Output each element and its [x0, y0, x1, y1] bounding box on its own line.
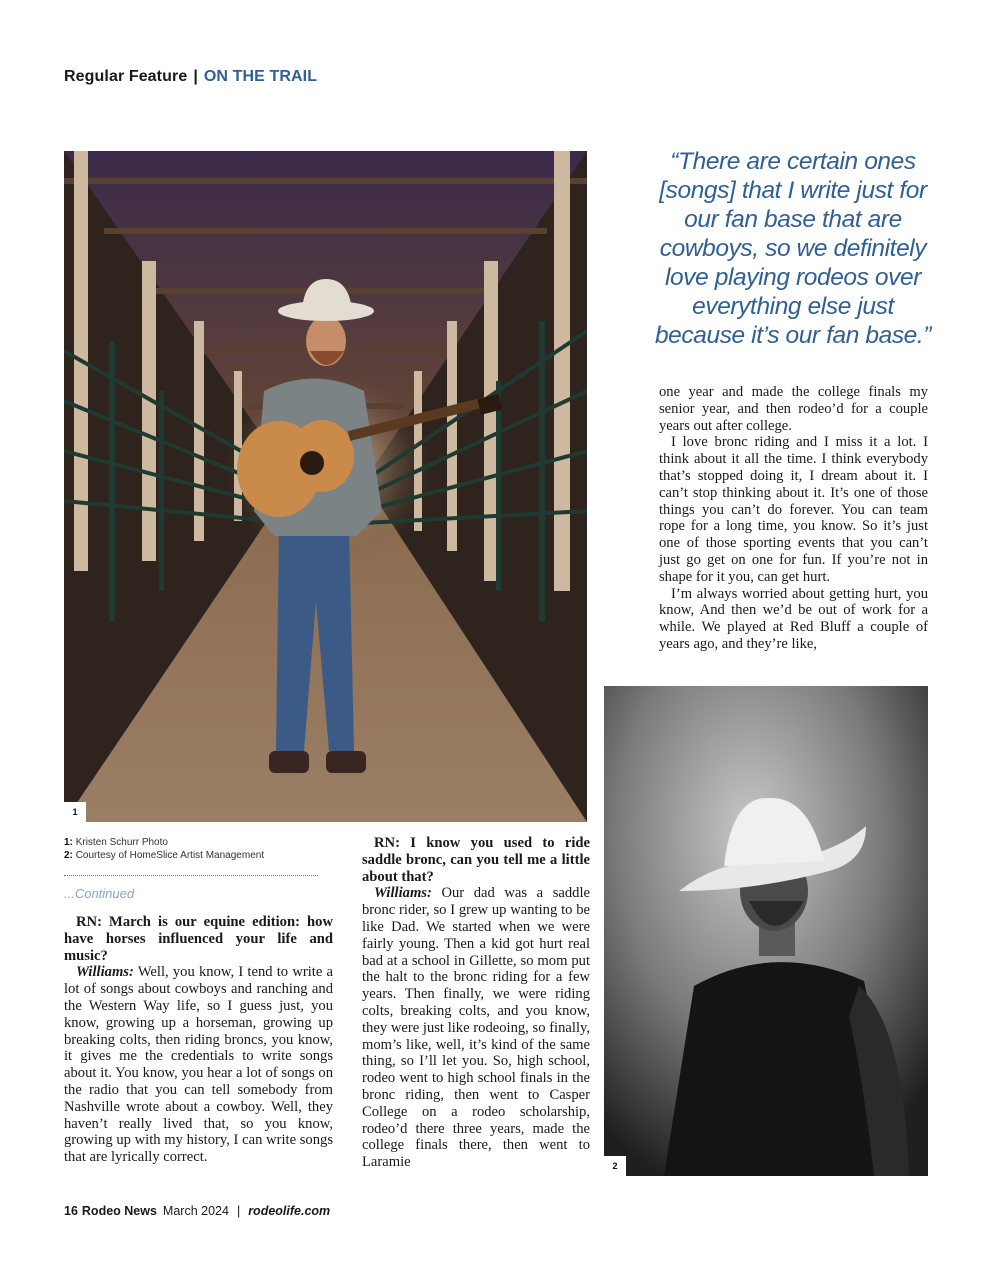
credit-number: 1:	[64, 837, 73, 848]
interview-answer	[362, 885, 590, 1171]
speaker-label: Williams:	[76, 964, 134, 981]
answer-text: Our dad was a saddle bronc rider, so I grew up wanting to be like Dad. We started when we were fairly young. Then a kid got hurt real bad at a school in Gillette, so mom put the halt to the bronc riding for a few years. Then finally, we were riding colts, breaking colts, and you know, they were just like rodeoing, so finally, mom’s like, well, it’s kind of the same thing, so I’ll let you. So, high school, rodeo went to high school finals in the bronc riding, then went to Casper College on a rodeo scholarship, rodeo’d there three years, made the college finals there, then went to Laramie	[362, 885, 590, 1171]
magazine-name: Rodeo News	[81, 1204, 157, 1218]
article-paragraph: I love bronc riding and I miss it a lot. I think about it all the time. I think everybody that’s stopped doing it, I dream about it. I can’t stop thinking about it. It’s one of those things you can’t do forever. You can team rope for a long time, you know. So it’s just one of those sporting events that you can’t just go get on one for fun. If you’re not in shape for it you, can get hurt.	[659, 434, 928, 585]
photo-number-badge: 1	[64, 802, 86, 822]
article-column-2	[362, 835, 590, 1171]
photo-credits	[64, 836, 264, 862]
barn-photo-illustration	[64, 151, 587, 822]
website-link[interactable]: rodeolife.com	[248, 1204, 331, 1218]
article-paragraph: one year and made the college finals my senior year, and then rodeo’d for a couple years out after college.	[659, 384, 928, 434]
footer-separator: |	[236, 1204, 241, 1218]
continued-label: ...Continued	[64, 886, 135, 901]
credit-line	[64, 836, 264, 849]
credit-text: Courtesy of HomeSlice Artist Management	[75, 850, 265, 861]
running-header	[64, 68, 317, 86]
header-separator: |	[193, 68, 198, 85]
page-footer	[64, 1204, 330, 1218]
credit-text: Kristen Schurr Photo	[75, 837, 168, 848]
feature-label: Regular Feature	[64, 68, 188, 85]
interview-answer	[64, 964, 333, 1166]
section-title: ON THE TRAIL	[203, 68, 318, 85]
credits-divider	[64, 875, 318, 876]
portrait-photo-illustration	[604, 686, 928, 1176]
pull-quote: “There are certain ones [songs] that I write just for our fan base that are cowboys, so we definitely love playing rodeos over everything else just because it’s our fan base.”	[654, 148, 932, 349]
article-column-1	[64, 914, 333, 1166]
credit-number: 2:	[64, 850, 73, 861]
page-number: 16	[64, 1204, 78, 1218]
article-paragraph: I’m always worried about getting hurt, you know, And then we’d be out of work for a while. We played at Red Bluff a couple of years ago, and they’re like,	[659, 585, 928, 652]
photo-number-badge: 2	[604, 1156, 626, 1176]
credit-line	[64, 849, 264, 862]
issue-date: March 2024	[162, 1204, 229, 1218]
photo-guitarist-barn	[64, 151, 587, 822]
interview-question: RN: March is our equine edition: how have horses influenced your life and music?	[64, 914, 333, 964]
speaker-label: Williams:	[374, 885, 432, 902]
article-column-3	[659, 384, 928, 653]
photo-bw-portrait	[604, 686, 928, 1176]
interview-question: RN: I know you used to ride saddle bronc, can you tell me a little about that?	[362, 835, 590, 885]
answer-text: Well, you know, I tend to write a lot of songs about cowboys and ranching and the Western Way life, so I guess just, you know, growing up a horseman, growing up breaking colts, then riding broncs, you know, it gives me the credentials to write songs about it. You know, you hear a lot of songs on the radio that you can tell somebody from Nashville wrote about a cowboy. Well, they haven’t really lived that, so you know, growing up with my history, I can write songs that are lyrically correct.	[64, 964, 334, 1166]
